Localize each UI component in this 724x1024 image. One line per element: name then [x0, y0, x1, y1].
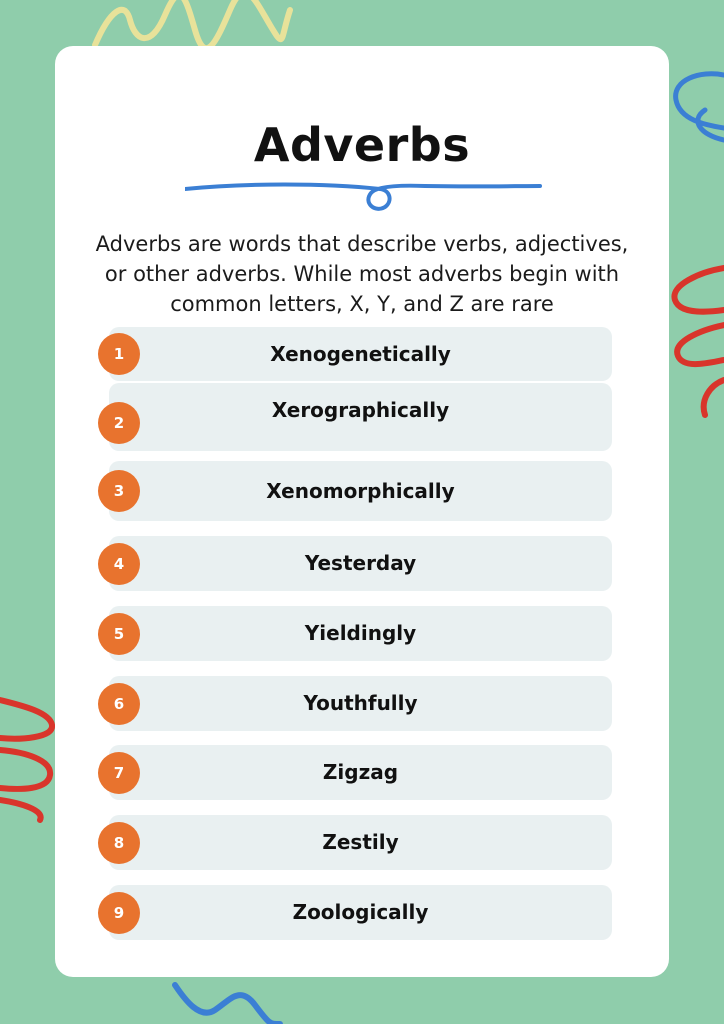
- list-item: [55, 536, 669, 591]
- list-item: [55, 885, 669, 940]
- list-item: [55, 383, 669, 451]
- adverb-word: Xenogenetically: [270, 342, 451, 366]
- number-badge: 2: [98, 402, 140, 444]
- blue-scribble-top-right: [676, 74, 724, 140]
- list-item: [55, 676, 669, 731]
- adverb-word: Youthfully: [303, 691, 418, 715]
- list-item: [55, 461, 669, 521]
- adverb-word: Yieldingly: [304, 621, 417, 645]
- title-underline-squiggle: [185, 181, 545, 231]
- adverb-word: Zoologically: [292, 900, 429, 924]
- red-scribble-right: [674, 268, 724, 415]
- number-badge: 4: [98, 543, 140, 585]
- intro-paragraph: Adverbs are words that describe verbs, adjectives, or other adverbs. While most adverbs begin with common letters, X, Y, and Z are rare: [95, 232, 629, 316]
- list-item: [55, 327, 669, 381]
- list-item: [55, 745, 669, 800]
- list-item: [55, 606, 669, 661]
- content-card: [55, 46, 669, 977]
- red-scribble-left: [0, 700, 52, 820]
- adverb-word: Xenomorphically: [266, 479, 455, 503]
- adverb-word: Xerographically: [271, 398, 450, 422]
- list-item: [55, 815, 669, 870]
- yellow-scribble: [95, 0, 290, 48]
- adverb-word: Yesterday: [304, 551, 417, 575]
- number-badge: 9: [98, 892, 140, 934]
- number-badge: 1: [98, 333, 140, 375]
- number-badge: 6: [98, 683, 140, 725]
- page-title: Adverbs: [253, 118, 471, 172]
- number-badge: 7: [98, 752, 140, 794]
- adverb-word: Zestily: [322, 830, 399, 854]
- adverb-word: Zigzag: [322, 760, 399, 784]
- number-badge: 8: [98, 822, 140, 864]
- number-badge: 5: [98, 613, 140, 655]
- number-badge: 3: [98, 470, 140, 512]
- blue-scribble-bottom: [175, 985, 280, 1024]
